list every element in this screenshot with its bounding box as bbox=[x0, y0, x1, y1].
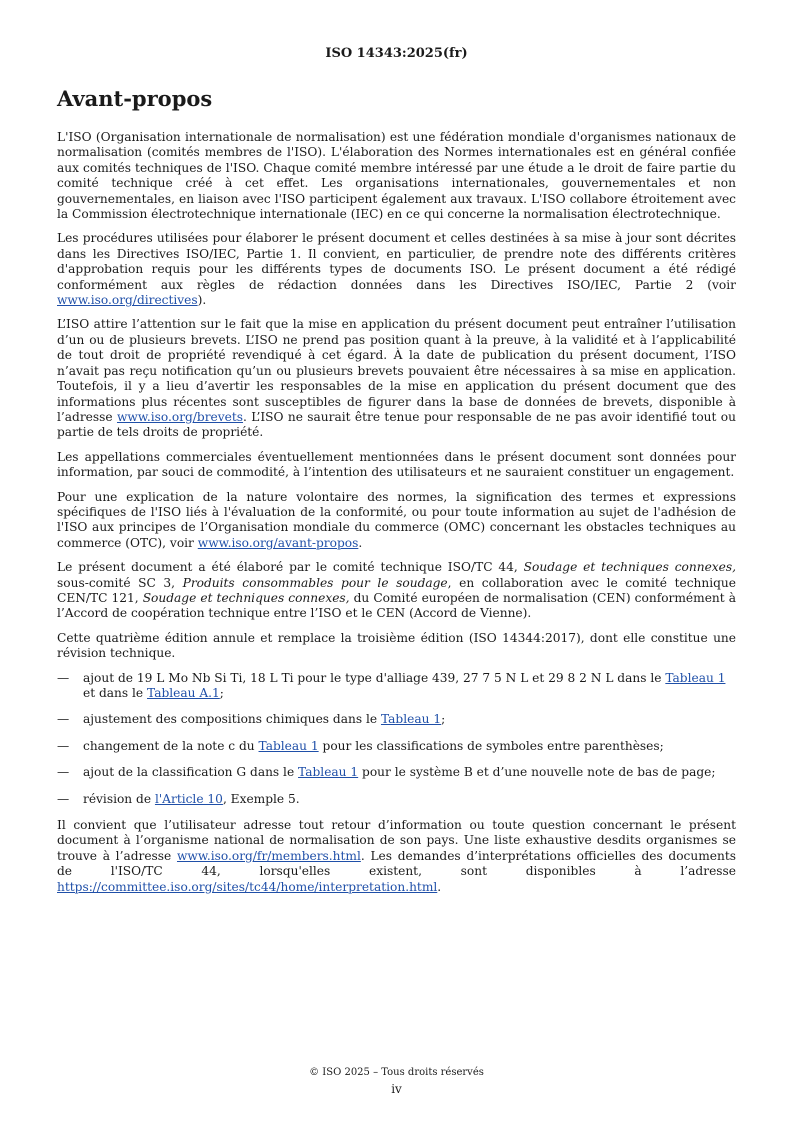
committee-name: Soudage et techniques connexes, bbox=[523, 560, 736, 575]
list-item-text: révision de bbox=[83, 791, 155, 806]
patents-link[interactable]: www.iso.org/brevets bbox=[116, 409, 244, 424]
paragraph-text: , en collaboration avec le comité technique CEN/TC 121, bbox=[57, 575, 736, 605]
paragraph-text: . bbox=[358, 535, 363, 550]
members-link[interactable]: www.iso.org/fr/members.html bbox=[176, 848, 361, 863]
paragraph-text: . bbox=[437, 879, 442, 894]
list-item-text: ; bbox=[219, 686, 224, 700]
list-item bbox=[57, 712, 736, 727]
subcommittee-name: Produits consommables pour le soudage bbox=[182, 575, 448, 590]
page-title: Avant-propos bbox=[57, 86, 213, 111]
list-item-text: pour les classifications de symboles entre parenthèses; bbox=[318, 738, 664, 753]
table-a1-link[interactable]: Tableau A.1 bbox=[147, 686, 220, 700]
list-item-text: et dans le bbox=[83, 686, 148, 700]
dash-bullet: — bbox=[57, 791, 70, 806]
list-item-text: ajustement des compositions chimiques dans le bbox=[83, 712, 381, 727]
paragraph-text: ). bbox=[197, 293, 207, 308]
paragraph-edition: Cette quatrième édition annule et remplace la troisième édition (ISO 14344:2017), dont elle constitue une révision technique. bbox=[57, 630, 736, 661]
list-item-text: ; bbox=[441, 712, 446, 727]
paragraph-iso-intro: L'ISO (Organisation internationale de normalisation) est une fédération mondiale d'organismes nationaux de normalisation (comités membres de l'ISO). L'élaboration des Normes internationales est en général confiée aux comités techniques de l'ISO. Chaque comité membre intéressé par une étude a le droit de faire partie du comité technique créé à cet effet. Les organisations internationales, gouvernementales et non gouvernementales, en liaison avec l'ISO participent également aux travaux. L'ISO collabore étroitement avec la Commission électrotechnique internationale (IEC) en ce qui concerne la normalisation électrotechnique. bbox=[57, 130, 736, 222]
foreword-link[interactable]: www.iso.org/avant-propos bbox=[197, 535, 359, 550]
list-item bbox=[57, 739, 736, 754]
paragraph-text: . L’ISO ne saurait être tenue pour responsable de ne pas avoir identifié tout ou partie de tels droits de propriété. bbox=[57, 409, 736, 440]
paragraph-text: du Comité européen de normalisation (CEN) conformément à l’Accord de coopération technique entre l’ISO et le CEN (Accord de Vienne). bbox=[57, 590, 736, 621]
list-item-text: ajout de 19 L Mo Nb Si Ti, 18 L Ti pour le type d'alliage 439, 27 7 5 N L et 29 8 2 N L dans le bbox=[83, 670, 666, 685]
directives-link[interactable]: www.iso.org/directives bbox=[57, 293, 198, 308]
list-item bbox=[57, 765, 736, 780]
article-10-link[interactable]: l'Article 10 bbox=[154, 791, 223, 806]
dash-bullet: — bbox=[57, 738, 70, 753]
table-1-link[interactable]: Tableau 1 bbox=[380, 712, 442, 727]
paragraph-text: sous-comité SC 3, bbox=[57, 575, 183, 590]
list-item-text: , Exemple 5. bbox=[222, 791, 300, 806]
list-item bbox=[57, 671, 736, 702]
table-1-link[interactable]: Tableau 1 bbox=[665, 670, 726, 685]
cen-committee-name: Soudage et techniques connexes, bbox=[142, 590, 350, 605]
table-1-link[interactable]: Tableau 1 bbox=[258, 738, 319, 753]
paragraph-procedures bbox=[57, 231, 736, 308]
paragraph-text: Le présent document a été élaboré par le comité technique ISO/TC 44, bbox=[57, 560, 524, 575]
paragraph-text: Pour une explication de la nature volontaire des normes, la signification des termes et expressions spécifiques de l'ISO liés à l'évaluation de la conformité, ou pour toute information au sujet de l'adhésion de l'ISO aux principes de l’Organisation mondiale du commerce (OMC) concernant les obstacles techniques au commerce (OTC), voir bbox=[57, 489, 736, 550]
paragraph-text: Il convient que l’utilisateur adresse tout retour d’information ou toute question concernant le présent document à l’organisme national de normalisation de son pays. Une liste exhaustive desdits organismes se trouve à l’adresse bbox=[57, 818, 736, 863]
paragraph-text: Les procédures utilisées pour élaborer le présent document et celles destinées à sa mise à jour sont décrites dans les Directives ISO/IEC, Partie 1. Il convient, en particulier, de prendre note des différents critères d'approbation requis pour les différents types de documents ISO. Le présent document a été rédigé conformément aux règles de rédaction données dans les Directives ISO/IEC, Partie 2 (voir bbox=[57, 231, 736, 292]
paragraph-feedback bbox=[57, 818, 736, 895]
paragraph-committee bbox=[57, 560, 736, 622]
page-footer bbox=[0, 1066, 793, 1096]
foreword-body bbox=[57, 130, 736, 904]
paragraph-trade-names: Les appellations commerciales éventuellement mentionnées dans le présent document sont données pour information, par souci de commodité, à l’intention des utilisateurs et ne sauraient constituer un engagement. bbox=[57, 449, 736, 480]
list-item bbox=[57, 792, 736, 807]
paragraph-text: . Les demandes d’interprétations officielles des documents de l'ISO/TC 44, lorsqu'elles existent, sont disponibles à l’adresse bbox=[57, 848, 737, 879]
dash-bullet: — bbox=[57, 670, 70, 685]
copyright-notice: © ISO 2025 – Tous droits réservés bbox=[309, 1067, 484, 1078]
table-1-link[interactable]: Tableau 1 bbox=[298, 765, 359, 780]
document-id-header: ISO 14343:2025(fr) bbox=[325, 46, 468, 61]
paragraph-voluntary-nature bbox=[57, 490, 736, 552]
changes-list bbox=[57, 671, 736, 807]
dash-bullet: — bbox=[57, 765, 70, 780]
list-item-text: pour le système B et d’une nouvelle note de bas de page; bbox=[358, 765, 716, 780]
dash-bullet: — bbox=[57, 712, 70, 727]
list-item-text: ajout de la classification G dans le bbox=[83, 765, 299, 780]
list-item-text: changement de la note c du bbox=[83, 738, 259, 753]
paragraph-patents bbox=[57, 317, 736, 440]
interpretation-link[interactable]: https://committee.iso.org/sites/tc44/home/interpretation.html bbox=[57, 879, 438, 894]
paragraph-text: L’ISO attire l’attention sur le fait que la mise en application du présent document peut entraîner l’utilisation d’un ou de plusieurs brevets. L’ISO ne prend pas position quant à la preuve, à la validité et à l’applicabilité de tout droit de propriété revendiqué à cet égard. À la date de publication du présent document, l’ISO n’avait pas reçu notification qu’un ou plusieurs brevets pouvaient être nécessaires à sa mise en application. Toutefois, il y a lieu d’avertir les responsables de la mise en application du présent document que des informations plus récentes sont susceptibles de figurer dans la base de données de brevets, disponible à l’adresse bbox=[57, 317, 736, 424]
page-number: iv bbox=[391, 1082, 402, 1096]
